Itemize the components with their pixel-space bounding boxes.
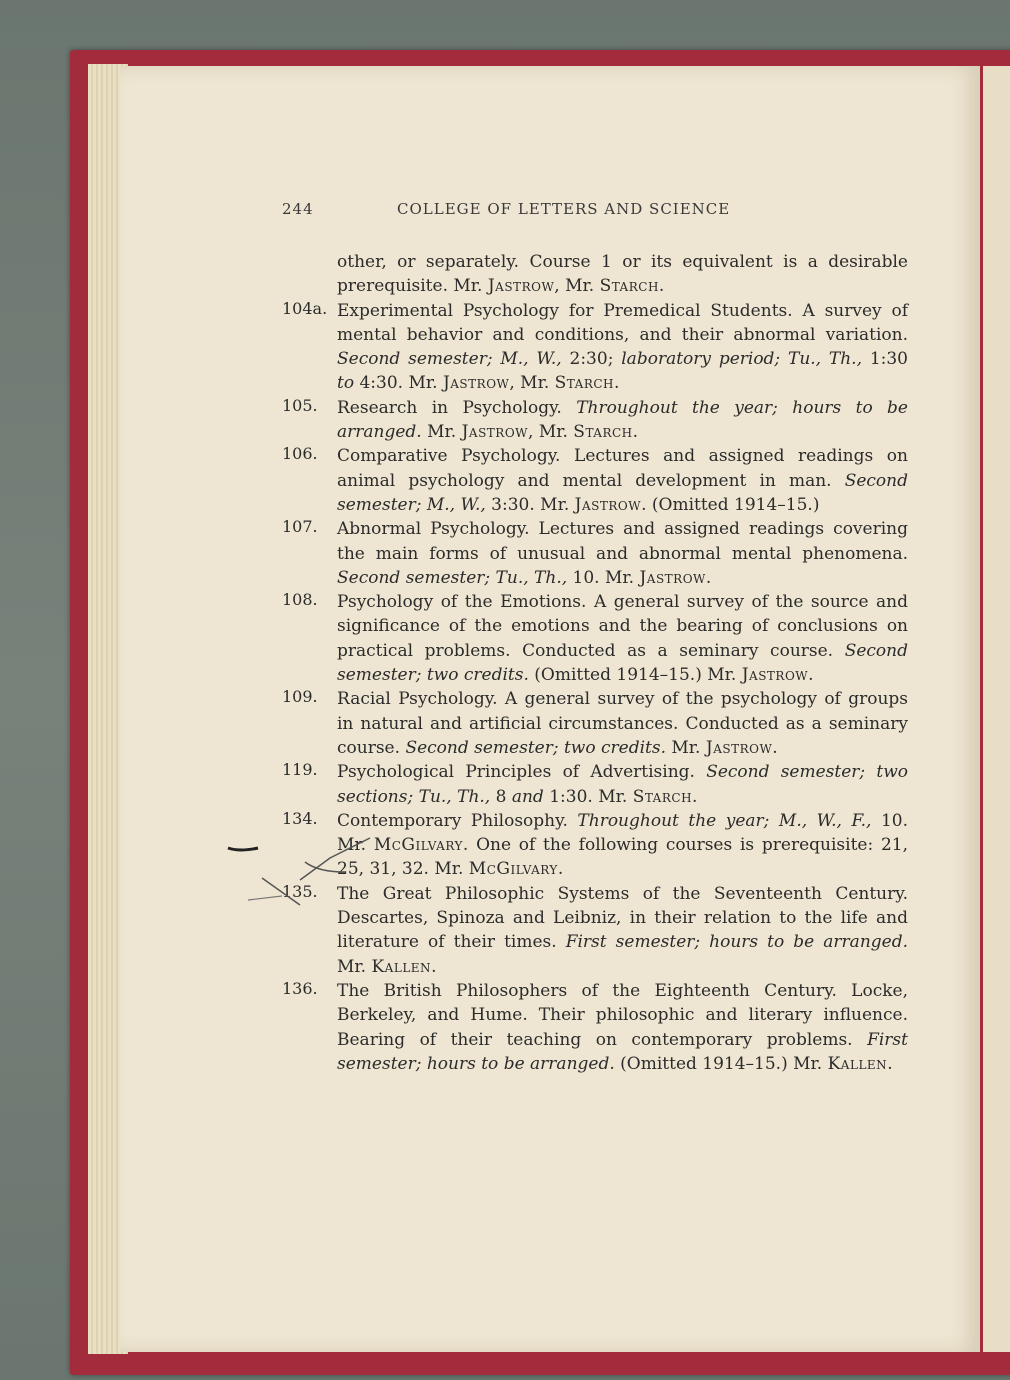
running-title: COLLEGE OF LETTERS AND SCIENCE	[397, 200, 731, 218]
course-entry	[282, 396, 908, 445]
description-text: . (Omitted 1914–15.)	[641, 494, 820, 515]
course-number: 104a.	[282, 298, 328, 318]
description-text: Racial Psychology. A general survey of the psychology of groups in natural and artificial circumstances. Conducted as a seminary course.	[337, 689, 908, 758]
course-description	[337, 444, 908, 517]
description-text: (Omitted 1914–15.) Mr.	[528, 665, 742, 686]
description-text: .	[557, 859, 564, 880]
description-text: .	[614, 373, 620, 394]
course-description	[337, 396, 908, 445]
running-header	[282, 200, 782, 224]
description-text: .	[887, 1053, 893, 1074]
schedule-text: Second semester; Tu., Th.,	[337, 567, 568, 588]
schedule-text: Second semester; M., W.,	[337, 349, 562, 370]
instructor-name: Jastrow	[461, 422, 529, 443]
course-entry	[282, 299, 908, 396]
schedule-text: Second semester; two sections; Tu., Th.,	[337, 762, 908, 807]
course-entry	[282, 979, 908, 1076]
course-description	[337, 299, 908, 396]
course-entry	[282, 590, 908, 687]
schedule-text: Throughout the year; M., W., F.,	[577, 810, 872, 831]
schedule-text: Throughout the year; hours to be arranged.	[337, 397, 908, 443]
description-text: 10. Mr.	[337, 810, 909, 856]
description-text: other, or separately. Course 1 or its equivalent is a desirable prerequisite. Mr.	[337, 252, 908, 297]
schedule-text: to	[337, 373, 355, 394]
description-text: (Omitted 1914–15.) Mr.	[614, 1053, 828, 1074]
instructor-name: Kallen	[371, 956, 432, 977]
description-text: The British Philosophers of the Eighteenth Century. Locke, Berkeley, and Hume. Their philosophic and literary influence. Bearing of their teaching on contemporary problems.	[337, 980, 908, 1050]
course-description	[337, 809, 908, 882]
description-text: Research in Psychology.	[337, 397, 577, 418]
instructor-name: Kallen	[827, 1053, 888, 1074]
description-text: 1:30	[862, 349, 908, 370]
schedule-text: laboratory period; Tu., Th.,	[621, 349, 862, 370]
description-text: 8	[490, 786, 512, 807]
course-entry	[282, 760, 908, 809]
course-number: 105.	[282, 395, 318, 415]
description-text: Psychological Principles of Advertising.	[337, 762, 707, 783]
description-text: .	[705, 567, 712, 588]
course-number: 109.	[282, 687, 318, 707]
course-number: 106.	[282, 444, 318, 464]
description-text: Experimental Psychology for Premedical Students. A survey of mental behavior and conditions, and their abnormal variation.	[337, 300, 908, 345]
course-description	[337, 979, 908, 1076]
instructor-name: Jastrow	[741, 665, 809, 686]
instructor-name: Starch	[599, 276, 659, 297]
schedule-text: and	[511, 786, 544, 807]
instructor-name: Jastrow	[574, 494, 642, 515]
schedule-text: First semester; hours to be arranged.	[337, 1029, 908, 1074]
instructor-name: Jastrow	[442, 373, 510, 394]
course-number: 108.	[282, 590, 318, 610]
description-text: 1:30. Mr.	[543, 786, 633, 807]
description-text: , Mr.	[554, 276, 600, 297]
course-entry	[282, 444, 908, 517]
description-text: Psychology of the Emotions. A general survey of the source and significance of the emotions and the bearing of conclusions on practical problems. Conducted as a seminary course.	[337, 592, 908, 661]
description-text: .	[632, 422, 639, 443]
description-text: 4:30. Mr.	[354, 373, 443, 394]
course-description	[337, 882, 908, 979]
description-text: .	[431, 956, 437, 977]
page-number: 244	[282, 200, 314, 218]
description-text: .	[692, 786, 698, 807]
description-text: .	[658, 276, 665, 297]
description-text: . One of the following courses is prerequisite: 21, 25, 31, 32. Mr.	[337, 835, 908, 880]
description-text: 2:30;	[561, 349, 622, 370]
instructor-name: Starch	[573, 422, 633, 443]
facing-page-edge	[983, 66, 1010, 1352]
course-number: 119.	[282, 760, 318, 780]
instructor-name: McGilvary	[373, 835, 463, 856]
schedule-text: First semester; hours to be arranged.	[565, 932, 908, 953]
instructor-name: Starch	[632, 786, 693, 807]
instructor-name: Starch	[554, 373, 614, 394]
instructor-name: Jastrow	[705, 737, 773, 758]
description-text: Mr.	[337, 956, 372, 977]
course-list	[282, 250, 908, 1076]
description-text: Contemporary Philosophy.	[337, 810, 578, 831]
description-text: .	[772, 737, 778, 758]
description-text: 3:30. Mr.	[485, 494, 575, 515]
description-text: The Great Philosophic Systems of the Seventeenth Century. Descartes, Spinoza and Leibniz, in their relation to the life and literature of their times.	[337, 883, 908, 953]
description-text: Mr.	[665, 737, 706, 758]
course-number: 136.	[282, 978, 318, 998]
description-text: , Mr.	[509, 373, 555, 394]
course-description	[337, 760, 908, 809]
course-description	[337, 590, 908, 687]
instructor-name: Jastrow	[487, 276, 555, 297]
description-text: , Mr.	[528, 422, 574, 443]
description-text: Mr.	[421, 422, 462, 443]
schedule-text: Second semester; two credits.	[337, 640, 908, 686]
instructor-name: Jastrow	[639, 567, 706, 588]
course-entry	[282, 809, 908, 882]
course-entry	[282, 250, 908, 299]
instructor-name: McGilvary	[468, 859, 558, 880]
course-number: 134.	[282, 808, 318, 828]
course-number: 135.	[282, 881, 318, 901]
course-entry	[282, 517, 908, 590]
description-text: .	[808, 665, 814, 686]
schedule-text: Second semester; M., W.,	[337, 470, 908, 515]
course-entry	[282, 687, 908, 760]
description-text: Abnormal Psychology. Lectures and assigned readings covering the main forms of unusual and abnormal mental phenomena.	[337, 519, 908, 564]
schedule-text: Second semester; two credits.	[405, 737, 666, 758]
course-description	[337, 250, 908, 299]
description-text: Comparative Psychology. Lectures and assigned readings on animal psychology and mental development in man.	[337, 446, 908, 491]
course-description	[337, 517, 908, 590]
description-text: 10. Mr.	[567, 567, 640, 588]
course-entry	[282, 882, 908, 979]
course-number: 107.	[282, 517, 318, 537]
course-description	[337, 687, 908, 760]
